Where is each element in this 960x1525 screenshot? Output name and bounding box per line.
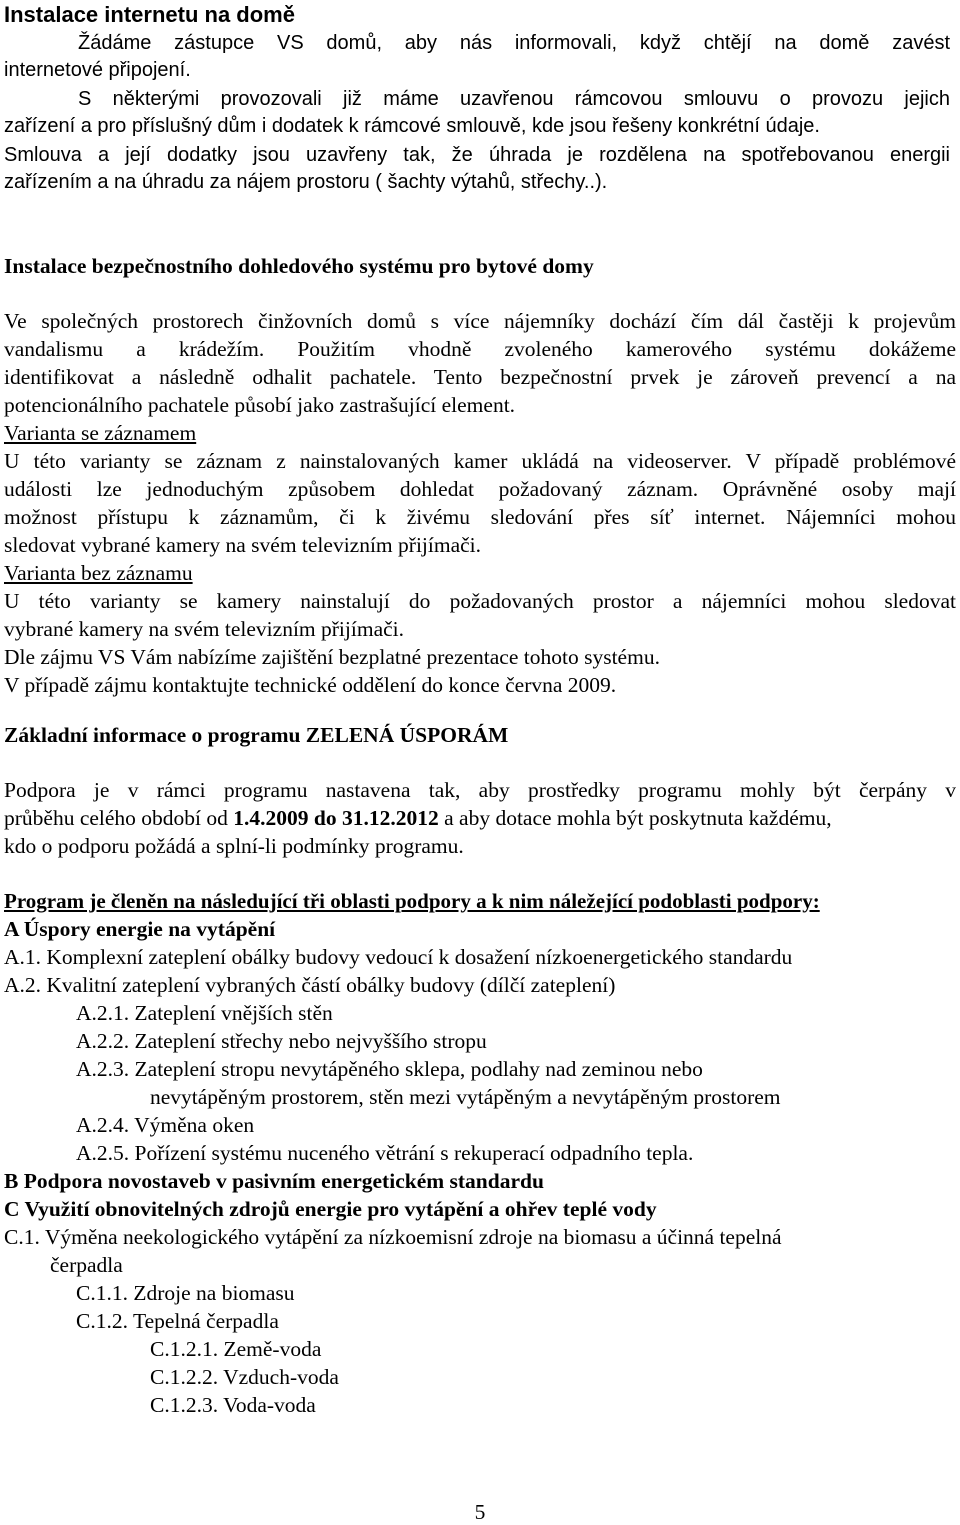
paragraph-line: kdo o podporu požádá a splní-li podmínky programu.: [4, 834, 464, 858]
paragraph-line: Ve společných prostorech činžovních domů s více nájemníky dochází čím dál častěji k projevům: [4, 309, 956, 333]
paragraph-line: události lze jednoduchým způsobem dohledat požadovaný záznam. Oprávněné osoby mají: [4, 477, 956, 501]
list-item: A.2.4. Výměna oken: [76, 1113, 255, 1137]
program-heading: Program je členěn na následující tři oblasti podpory a k nim náležející podoblasti podpory:: [4, 889, 820, 913]
page-number: 5: [474, 1500, 486, 1524]
text-segment: do: [308, 806, 342, 830]
list-item: C.1.2. Tepelná čerpadla: [76, 1309, 279, 1333]
list-item: C.1. Výměna neekologického vytápění za nízkoemisní zdroje na biomasu a účinná tepelná: [4, 1225, 782, 1249]
list-item: C.1.2.1. Země-voda: [150, 1337, 322, 1361]
list-item: A.2.3. Zateplení stropu nevytápěného sklepa, podlahy nad zeminou nebo: [76, 1057, 703, 1081]
variant-with-recording-title: Varianta se záznamem: [4, 421, 197, 445]
paragraph-line: sledovat vybrané kamery na svém televizním přijímači.: [4, 533, 482, 557]
list-item: A.2.2. Zateplení střechy nebo nejvyššího stropu: [76, 1029, 487, 1053]
paragraph-line: internetové připojení.: [4, 59, 191, 81]
paragraph-line: Podpora je v rámci programu nastavena tak, aby prostředky programu mohly být čerpány v: [4, 778, 956, 802]
area-c-title: C Využití obnovitelných zdrojů energie pro vytápění a ohřev teplé vody: [4, 1197, 657, 1221]
paragraph-line: Žádáme zástupce VS domů, aby nás informovali, když chtějí na domě zavést: [78, 32, 950, 54]
paragraph-line: zařízením a na úhradu za nájem prostoru ( šachty výtahů, střechy..).: [4, 171, 608, 193]
text-segment: průběhu celého období od: [4, 806, 234, 830]
heading-zelena-usporam: Základní informace o programu ZELENÁ ÚSPORÁM: [4, 723, 509, 747]
list-item: A.2.5. Pořízení systému nuceného větrání s rekuperací odpadního tepla.: [76, 1141, 694, 1165]
list-item: A.2. Kvalitní zateplení vybraných částí obálky budovy (dílčí zateplení): [4, 973, 616, 997]
list-item-continuation: nevytápěným prostorem, stěn mezi vytápěným a nevytápěným prostorem: [150, 1085, 781, 1109]
list-item: C.1.2.2. Vzduch-voda: [150, 1365, 339, 1389]
text-segment: a aby dotace mohla být poskytnuta každému,: [438, 806, 832, 830]
heading-security-system: Instalace bezpečnostního dohledového systému pro bytové domy: [4, 254, 594, 278]
variant-without-recording-title: Varianta bez záznamu: [4, 561, 193, 585]
area-a-title: A Úspory energie na vytápění: [4, 917, 276, 941]
area-b-title: B Podpora novostaveb v pasivním energetickém standardu: [4, 1169, 544, 1193]
offer-line: Dle zájmu VS Vám nabízíme zajištění bezplatné prezentace tohoto systému.: [4, 645, 660, 669]
paragraph-line: S některými provozovali již máme uzavřenou rámcovou smlouvu o provozu jejich: [78, 88, 950, 110]
paragraph-line: možnost přístupu k záznamům, či k živému sledování přes síť internet. Nájemníci mohou: [4, 505, 956, 529]
list-item: A.2.1. Zateplení vnějších stěn: [76, 1001, 333, 1025]
paragraph-line: Smlouva a její dodatky jsou uzavřeny tak, že úhrada je rozdělena na spotřebovanou energii: [4, 144, 950, 166]
list-item-continuation: čerpadla: [50, 1253, 123, 1277]
list-item: C.1.2.3. Voda-voda: [150, 1393, 316, 1417]
list-item: A.1. Komplexní zateplení obálky budovy vedoucí k dosažení nízkoenergetického standardu: [4, 945, 793, 969]
paragraph-line: [4, 808, 832, 830]
contact-line: V případě zájmu kontaktujte technické oddělení do konce června 2009.: [4, 673, 617, 697]
date-from: 1.4.2009: [233, 806, 309, 830]
list-item: C.1.1. Zdroje na biomasu: [76, 1281, 295, 1305]
paragraph-line: vandalismu a krádežím. Použitím vhodně zvoleného kamerového systému dokážeme: [4, 337, 956, 361]
date-to: 31.12.2012: [342, 806, 439, 830]
paragraph-line: U této varianty se kamery nainstalují do požadovaných prostor a nájemníci mohou sledovat: [4, 589, 956, 613]
paragraph-line: identifikovat a následně odhalit pachatele. Tento bezpečnostní prvek je zároveň prevencí a na: [4, 365, 956, 389]
paragraph-line: U této varianty se záznam z nainstalovaných kamer ukládá na videoserver. V případě problémové: [4, 449, 956, 473]
paragraph-line: vybrané kamery na svém televizním přijímači.: [4, 617, 404, 641]
paragraph-line: zařízení a pro příslušný dům i dodatek k rámcové smlouvě, kde jsou řešeny konkrétní údaje.: [4, 115, 820, 137]
heading-internet: Instalace internetu na domě: [4, 2, 295, 27]
paragraph-line: potencionálního pachatele působí jako zastrašující element.: [4, 393, 516, 417]
